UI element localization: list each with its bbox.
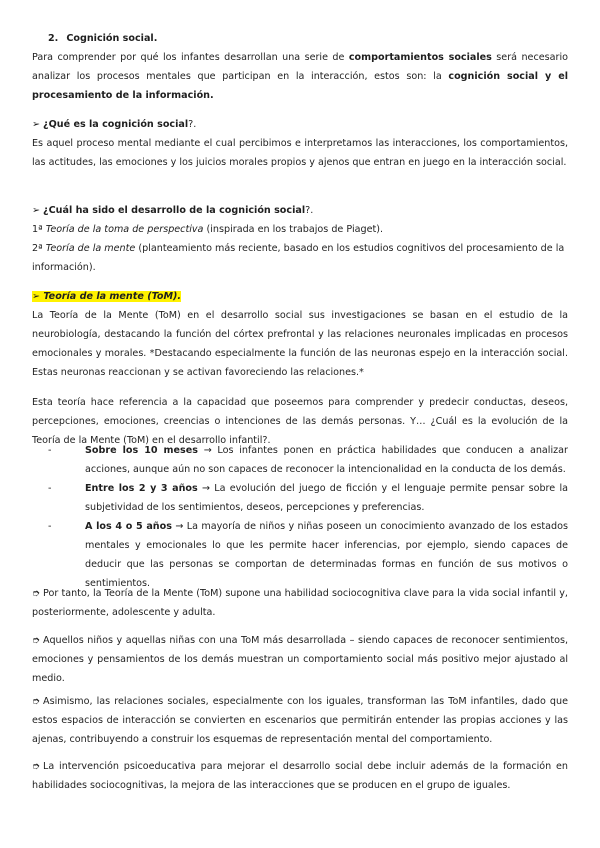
list-item (48, 517, 568, 593)
curved-arrow-icon: ➮ (32, 761, 41, 772)
intro-paragraph (32, 48, 568, 105)
list-item-text: → La mayoría de niños y niñas poseen un conocimiento avanzado de los estados mentales y emocionales lo que les permite hacer inferencias, por ejemplo, siendo capaces de deducir que las personas se comportan de determinadas formas en función de sus motivos o sentimientos. (85, 521, 568, 589)
theory-2-prefix: 2ª (32, 243, 46, 254)
dash-bullet: - (48, 521, 52, 532)
point-paragraph-2 (32, 631, 568, 688)
tom-heading (32, 287, 568, 306)
curved-arrow-icon: ➮ (32, 696, 41, 707)
question-2-bold: ¿Cuál ha sido el desarrollo de la cognición social (43, 205, 306, 216)
arrowhead-icon: ➢ (32, 119, 41, 130)
tom-paragraph-2: Esta teoría hace referencia a la capacidad que poseemos para comprender y predecir conductas, deseos, percepciones, emociones, creencias o intenciones de las demás personas. Y… ¿Cuál es la evolución de la Teoría de la Mente (ToM) en el desarrollo infantil?. (32, 397, 568, 446)
theory-line-2 (32, 239, 568, 277)
list-item-bold: A los 4 o 5 años (85, 521, 172, 532)
intro-bold-2: cognición social y el procesamiento de la información. (32, 71, 568, 101)
question-2-heading (32, 201, 568, 220)
intro-text-1: Para comprender por qué los infantes desarrollan una serie de (32, 52, 349, 63)
question-1-answer: Es aquel proceso mental mediante el cual percibimos e interpretamos las interacciones, los comportamientos, las actitudes, las emociones y los juicios morales propios y ajenos que entran en juego en la interacción social. (32, 138, 568, 168)
list-item-text: → Los infantes ponen en práctica habilidades que conducen a analizar acciones, aunque aún no son capaces de reconocer la intencionalidad en la conducta de los demás. (85, 445, 568, 475)
theory-line-1 (32, 220, 568, 239)
theory-1-rest: (inspirada en los trabajos de Piaget). (203, 224, 384, 235)
point-text: Aquellos niños y aquellas niñas con una ToM más desarrollada – siendo capaces de reconocer sentimientos, emociones y pensamientos de los demás muestran un comportamiento social más positivo mejor ajustado al medio. (32, 635, 568, 684)
theory-1-prefix: 1ª (32, 224, 46, 235)
question-1-rest: ?. (188, 119, 197, 130)
point-text: La intervención psicoeducativa para mejorar el desarrollo social debe incluir además de la formación en habilidades sociocognitivas, la mejora de las interacciones que se producen en el grupo de iguales. (32, 761, 568, 791)
question-1-bold: ¿Qué es la cognición social (43, 119, 189, 130)
point-text: Por tanto, la Teoría de la Mente (ToM) supone una habilidad sociocognitiva clave para la vida social infantil y, posteriormente, adolescente y adulta. (32, 588, 568, 618)
dash-bullet: - (48, 483, 52, 494)
curved-arrow-icon: ➮ (32, 635, 41, 646)
list-item-bold: Entre los 2 y 3 años (85, 483, 198, 494)
theory-2-rest: (planteamiento más reciente, basado en los estudios cognitivos del procesamiento de la información). (32, 243, 565, 273)
tom-paragraph-1: La Teoría de la Mente (ToM) en el desarrollo social sus investigaciones se basan en el estudio de la neurobiología, destacando la función del córtex prefrontal y las relaciones neuronales implicadas en procesos emocionales y morales. *Destacando especialmente la función de las neuronas espejo en la interacción social. Estas neuronas reaccionan y se activan favoreciendo las relaciones.* (32, 310, 568, 378)
dash-bullet: - (48, 445, 52, 456)
theory-2-name: Teoría de la mente (45, 243, 136, 254)
section-heading (48, 29, 568, 48)
list-item (48, 441, 568, 479)
list-item-text: → La evolución del juego de ficción y el lenguaje permite pensar sobre la subjetividad de los sentimientos, deseos, percepciones y preferencias. (85, 483, 568, 513)
list-item (48, 479, 568, 517)
intro-bold-1: comportamientos sociales (348, 52, 492, 63)
intro-text-2: será necesario analizar los procesos mentales que participan en la interacción, estos son: la (32, 52, 568, 82)
section-number: 2. (48, 33, 59, 44)
point-paragraph-3 (32, 692, 568, 749)
list-item-bold: Sobre los 10 meses (85, 445, 198, 456)
tom-heading-highlight: ➢ Teoría de la mente (ToM). (32, 291, 182, 302)
arrowhead-icon: ➢ (32, 205, 41, 216)
point-paragraph-4 (32, 757, 568, 795)
question-2-rest: ?. (305, 205, 314, 216)
development-list (48, 441, 568, 593)
point-text: Asimismo, las relaciones sociales, especialmente con los iguales, transforman las ToM infantiles, dado que estos espacios de interacción se convierten en escenarios que permitirán entender las propias acciones y las ajenas, contribuyendo a construir los esquemas de representación mental del comportamiento. (32, 696, 568, 745)
question-1-heading (32, 115, 568, 134)
section-title: Cognición social. (66, 33, 158, 44)
curved-arrow-icon: ➮ (32, 588, 41, 599)
theory-1-name: Teoría de la toma de perspectiva (45, 224, 204, 235)
point-paragraph-1 (32, 584, 568, 622)
